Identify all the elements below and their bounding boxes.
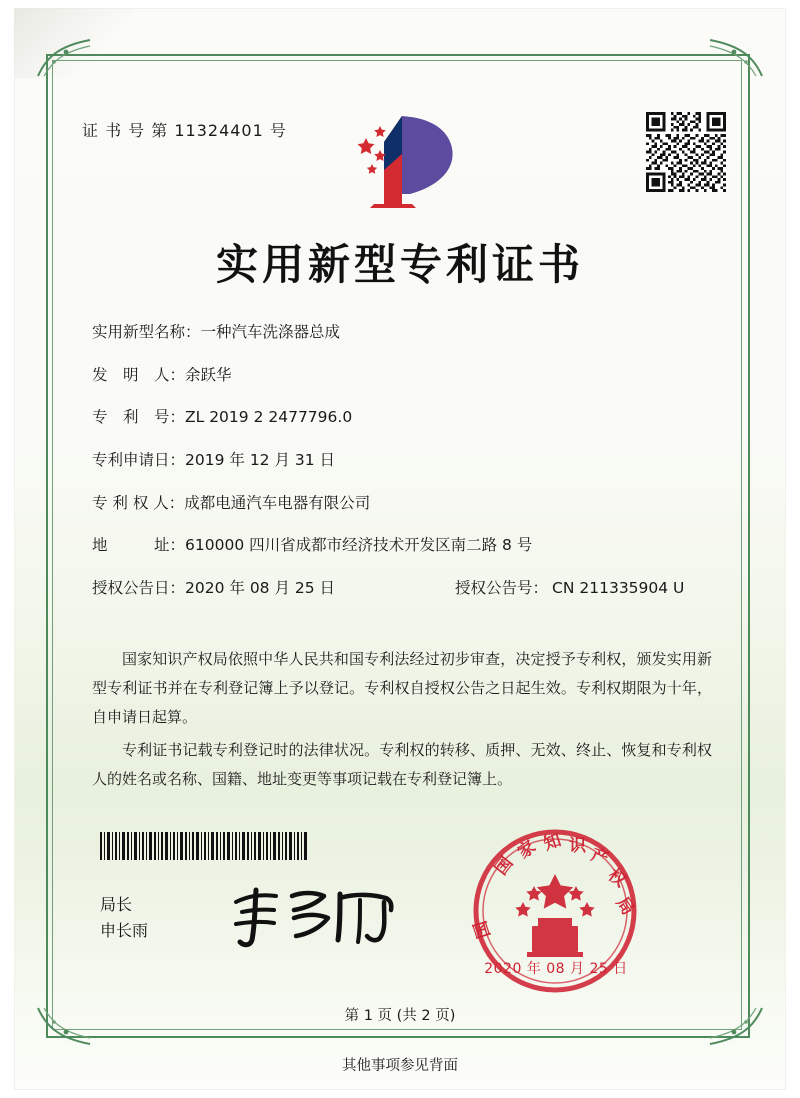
director-title-label: 局长 — [100, 895, 133, 914]
barcode-icon — [100, 832, 310, 860]
handwritten-signature-icon — [228, 880, 408, 950]
field-value: 610000 四川省成都市经济技术开发区南二路 8 号 — [185, 536, 533, 555]
field-row — [92, 535, 712, 557]
svg-text:局: 局 — [611, 893, 638, 919]
field-row-split — [92, 578, 712, 600]
svg-text:权: 权 — [603, 865, 630, 892]
field-label: 专利申请日： — [92, 451, 186, 470]
field-value: 2019 年 12 月 31 日 — [185, 451, 336, 470]
signature-block — [100, 892, 148, 944]
seal-date: 2020 年 08 月 25 日 — [484, 961, 628, 977]
svg-text:识: 识 — [569, 836, 586, 856]
director-name-label: 申长雨 — [100, 921, 149, 940]
svg-text:产: 产 — [588, 844, 612, 870]
corner-ornament-icon — [36, 38, 92, 78]
field-row — [92, 407, 712, 429]
field-row — [92, 450, 712, 472]
field-label: 发 明 人： — [92, 365, 186, 384]
svg-text:知: 知 — [541, 830, 564, 855]
field-value: ZL 2019 2 2477796.0 — [185, 408, 353, 427]
field-label: 地 址： — [92, 536, 186, 555]
field-value: 余跃华 — [185, 365, 232, 384]
certificate-number: 证 书 号 第 11324401 号 — [82, 121, 287, 140]
field-label: 实用新型名称： — [92, 323, 201, 341]
page-number: 第 1 页 (共 2 页) — [344, 1008, 456, 1024]
corner-ornament-icon — [708, 38, 764, 78]
qr-code-icon — [646, 112, 726, 192]
field-list — [92, 322, 712, 621]
svg-text:国: 国 — [470, 918, 495, 941]
svg-text:国: 国 — [491, 853, 518, 880]
field-row — [92, 322, 712, 344]
field-label: 专 利 号： — [92, 408, 186, 427]
field-value: 2020 年 08 月 25 日 — [185, 579, 336, 598]
body-text — [92, 645, 712, 798]
field-label: 专 利 权 人： — [92, 493, 185, 512]
field-value-secondary: CN 211335904 U — [552, 579, 685, 598]
field-value: 一种汽车洗涤器总成 — [200, 323, 341, 341]
footnote: 其他事项参见背面 — [342, 1058, 458, 1074]
field-label: 授权公告日： — [92, 579, 186, 598]
field-label-secondary: 授权公告号： — [455, 579, 549, 598]
svg-text:家: 家 — [514, 836, 540, 864]
page-title: 实用新型专利证书 — [215, 240, 584, 289]
field-row — [92, 493, 712, 515]
field-row — [92, 365, 712, 387]
field-value: 成都电通汽车电器有限公司 — [184, 493, 371, 512]
paragraph: 专利证书记载专利登记时的法律状况。专利权的转移、质押、无效、终止、恢复和专利权人的姓名或名称、国籍、地址变更等事项记载在专利登记簿上。 — [92, 741, 712, 788]
patent-office-logo-icon — [340, 108, 460, 213]
paragraph: 国家知识产权局依照中华人民共和国专利法经过初步审查，决定授予专利权，颁发实用新型专利证书并在专利登记簿上予以登记。专利权自授权公告之日起生效。专利权期限为十年，自申请日起算。 — [92, 650, 712, 726]
